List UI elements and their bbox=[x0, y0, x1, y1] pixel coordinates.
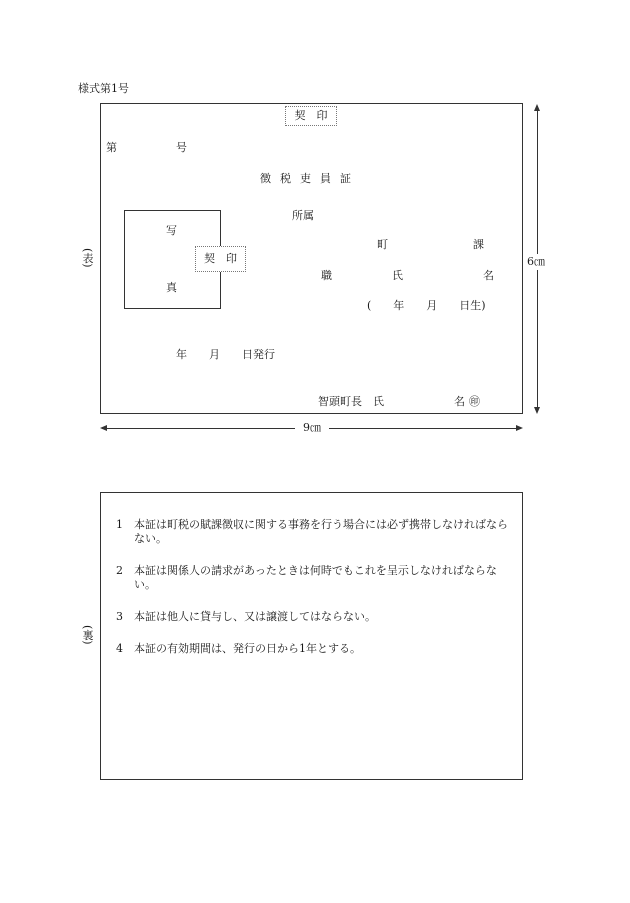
seal-photo-box bbox=[195, 246, 246, 272]
arrow-down-icon bbox=[534, 407, 540, 414]
given-name-label: 名 bbox=[483, 269, 494, 282]
rule-number: 4 bbox=[116, 642, 123, 655]
surname-label: 氏 bbox=[392, 269, 403, 282]
width-dimension-label: 9㎝ bbox=[295, 421, 329, 435]
issuer-seal-mark: ㊞ bbox=[469, 395, 480, 408]
rules-list bbox=[116, 518, 516, 674]
rule-number: 3 bbox=[116, 610, 123, 623]
rule-text: 本証の有効期間は、発行の日から1年とする。 bbox=[134, 642, 361, 655]
town-label: 町 bbox=[377, 238, 388, 251]
seal-top-box bbox=[285, 106, 337, 126]
arrow-up-icon bbox=[534, 104, 540, 111]
rule-item bbox=[116, 642, 516, 656]
rule-item bbox=[116, 610, 516, 624]
photo-char-1: 写 bbox=[166, 224, 177, 237]
rule-number: 1 bbox=[116, 518, 123, 531]
arrow-right-icon bbox=[516, 425, 523, 431]
back-side-label: (裏) bbox=[81, 625, 94, 645]
rule-text: 本証は他人に貸与し、又は譲渡してはならない。 bbox=[134, 610, 376, 623]
card-title: 徴税吏員証 bbox=[260, 172, 360, 185]
seal-photo-label: 契 印 bbox=[204, 252, 237, 265]
affiliation-label: 所属 bbox=[292, 209, 314, 222]
rule-text: 本証は関係人の請求があったときは何時でもこれを呈示しなければならない。 bbox=[134, 564, 497, 591]
rule-text: 本証は町税の賦課徴収に関する事務を行う場合には必ず携帯しなければならない。 bbox=[134, 518, 508, 545]
rule-number: 2 bbox=[116, 564, 123, 577]
front-side-label: (表) bbox=[81, 248, 94, 268]
height-dimension-label: 6㎝ bbox=[527, 255, 545, 268]
rule-item bbox=[116, 518, 516, 546]
birth-date-line: ( 年 月 日生) bbox=[367, 299, 486, 312]
issue-date-line: 年 月 日発行 bbox=[176, 348, 275, 361]
number-prefix: 第 bbox=[106, 141, 117, 154]
issuer-name-label: 名 bbox=[454, 395, 465, 408]
form-number-label: 様式第1号 bbox=[78, 82, 129, 95]
section-label: 課 bbox=[473, 238, 484, 251]
rule-item bbox=[116, 564, 516, 592]
arrow-left-icon bbox=[100, 425, 107, 431]
issuer-title: 智頭町長 氏 bbox=[318, 395, 384, 408]
number-suffix: 号 bbox=[176, 141, 187, 154]
job-title-label: 職 bbox=[321, 269, 332, 282]
seal-top-label: 契 印 bbox=[294, 109, 328, 122]
photo-char-2: 真 bbox=[166, 281, 177, 294]
